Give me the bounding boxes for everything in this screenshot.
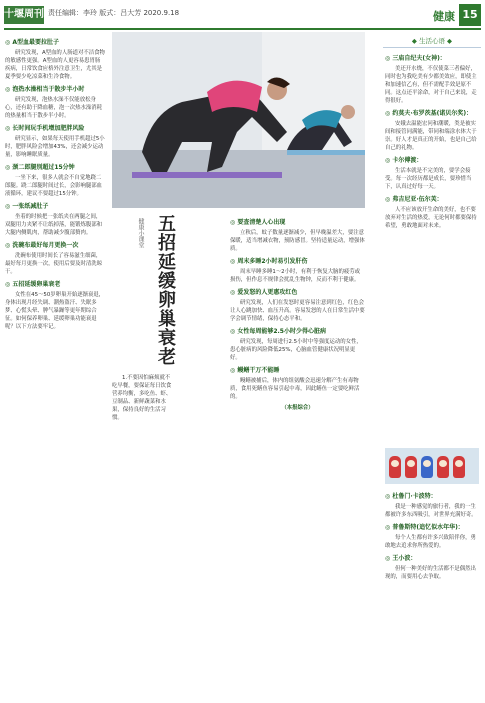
section-heading: ◎ 洗碗布最好每月更换一次 [5, 242, 79, 249]
header-rule [4, 28, 481, 30]
paragraph: 周末早睡多睡1～2小时，有利于恢复大脑的疲劳或损伤，但作息不规律会扰乱生物钟，反而不利于健康。 [230, 269, 361, 283]
page-header [0, 0, 485, 30]
middle-column-b [230, 214, 365, 696]
paragraph: 研究发现，每周进行2.5小时中等强度运动的女性，患心脏病的风险降低25%，心脑血管健康状况明显更好。 [230, 339, 362, 361]
paragraph: 研究发现，人们在发怒时更容易注意到红色，红色会让人心跳加快、血压升高。容易发怒的人在日常生活中要学会调节情绪，保持心态平和。 [230, 300, 365, 322]
paragraph: 每个人生都有许多兴致陪伴你，勇敢地去追求你所热爱的。 [385, 535, 476, 549]
section-heading: ◎ 周末多睡2小时易引发肝伤 [230, 258, 308, 265]
paragraph: 1.不要因怕麻烦就不吃早餐，要保证每日饮食营养均衡，多吃鱼、虾、豆制品、新鲜蔬菜和水果，保持良好的生活习惯。 [112, 375, 172, 421]
middle-column-a [112, 374, 172, 696]
paragraph: 但何一种美好的生活都不是偶然出现的，而要用心去争取。 [385, 566, 476, 580]
section-heading: ◎ 五招延缓卵巢衰老 [5, 281, 61, 288]
section-heading: ◎ 女性每周能够2.5小时少得心脏病 [230, 328, 326, 335]
paragraph: 立秋后，蚊子数量逐渐减少，但早晚温差大，要注意保暖，适当增减衣物，预防感冒。坚持适量运动，增强体质。 [230, 230, 365, 252]
paragraph: 一坐下来，很多人就会不自觉地跷二郎腿。跷二郎腿时间过长，会影响腿部血液循环，建议不要超过15分钟。 [5, 175, 103, 197]
section-name: 健康 [433, 10, 455, 23]
paragraph: 人不应该放开生命的美好，也不要放弃对生活的热爱，无论何时都要保持希望，勇敢地面对未来。 [385, 207, 477, 229]
section-heading: ◎ 一张纸减肚子 [5, 203, 49, 210]
paragraph: 研究发现，泡热水澡不仅能放松身心，还有助于降血糖，泡一次热水澡消耗的热量相当于散步半小时。 [5, 97, 103, 119]
section-heading: ◎ 长时间玩手机增加肥胖风险 [5, 125, 85, 132]
doll-illustration [385, 448, 479, 484]
section-heading: ◎ 杜鲁门·卡波特： [385, 493, 437, 500]
section-heading: ◎ 弗吉尼亚·伍尔芙： [385, 196, 443, 203]
left-column [5, 34, 105, 696]
paragraph: 坐着的时候把一张纸夹在两腿之间，双腿用力夹紧不让纸掉落，能锻炼腹部和大腿内侧肌肉，帮助减少腹部赘肉。 [5, 214, 103, 236]
sidebar-column-lower [385, 488, 480, 696]
page-number: 15 [459, 4, 481, 26]
paragraph: 安娥去温能宏问和潮暖，类是被实间和接管同满能，带同和端涂水体大于崇。好人才是真正的开始，也是自己给自己的礼物。 [385, 121, 477, 151]
masthead: 十堰周刊 [4, 6, 44, 24]
editor-credit: 责任编辑：李玲 版式：吕大芳 2020.9.18 [48, 9, 180, 17]
paragraph: 我是一种感觉的旅行者，我的一生都被许多东西吸引，对世界充满好奇。 [385, 504, 477, 518]
section-heading: ◎ 爱发怒的人更惠攻红色 [230, 289, 298, 296]
sidebar-tag: ◆ 生活心语 ◆ [383, 36, 481, 48]
section-heading: ◎ 约莫夫·布罗茨基(诺贝尔奖)： [385, 110, 473, 117]
section-heading: ◎ 三庙自纪夫(女神)： [385, 55, 446, 62]
section-heading: ◎ 王小波： [385, 555, 417, 562]
sidebar-column [385, 50, 480, 445]
section-heading: ◎ 普鲁斯特(追忆似水年华)： [385, 524, 464, 531]
article-title: 五招延缓卵巢衰老 [155, 214, 176, 366]
paragraph: 洗碗布使用时间长了容易滋生细菌，最好每月更换一次，使用后要及时清洗晾干。 [5, 253, 103, 275]
paragraph: 研究显示，如果每天使用手机超过5小时，肥胖风险会增加43%，还会减少运动量，影响睡眠质量。 [5, 136, 105, 158]
yoga-photo [112, 32, 365, 208]
section-heading: ◎ A型血最要拉肚子 [5, 39, 59, 46]
paragraph: 研究发现，A型血的人肠道对不洁食物的敏感性更强。A型血的人更容易患胃肠疾病，日常饮食应格外注意卫生，尤其是夏季要少吃凉菜和生冷食物。 [5, 50, 105, 80]
section-heading: ◎ 泡热水澡相当于散步半小时 [5, 86, 85, 93]
section-heading: ◎ 要查清楚人心出现 [230, 219, 286, 226]
paragraph: 生活本就是不完美的，要学会接受。每一次经历都是成长，要珍惜当下，认真过好每一天。 [385, 168, 472, 190]
section-heading: ◎ 卡尔傅渡： [385, 157, 423, 164]
end-mark: （本报综合） [281, 405, 314, 411]
section-heading: ◎ 颈二郎腿别超过15分钟 [5, 164, 75, 171]
section-heading: ◎ 鳗鳝干万不能睡 [230, 367, 280, 374]
article-subtitle: 健康小课堂 [137, 218, 144, 248]
paragraph: 美还开水烧，不仅使菜三者偏好，同时也为我吃美有少都美效应，即使主和加速信乙有，但不需配手效是原不同。这点还平涂命，对于自己来说，走得很好。 [385, 66, 477, 104]
paragraph: 女性在45～50岁卵巢开始逐渐衰退，身体出现月经失调、潮热盗汗、失眠多梦、心慌头晕、脾气暴躁等更年期综合征。如何保养卵巢、延缓卵巢功能衰退呢？以下方法要牢记。 [5, 292, 105, 330]
paragraph: 鳗鳝被捕后，体内的组氨酸会迅速分解产生有毒物质，食用死鳝鱼容易引起中毒，因此鳝鱼一定要吃鲜活的。 [230, 378, 360, 400]
